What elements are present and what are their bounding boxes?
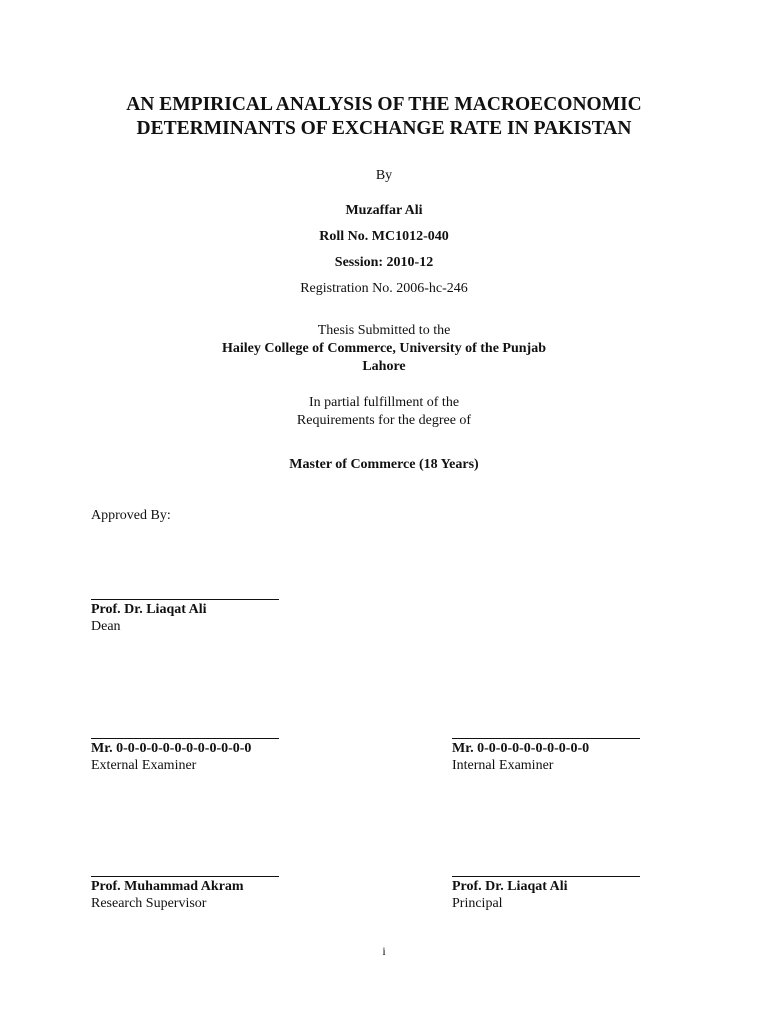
institution-city: Lahore	[362, 359, 406, 374]
signatory-name: Mr. 0-0-0-0-0-0-0-0-0-0	[452, 741, 590, 756]
degree-name: Master of Commerce (18 Years)	[289, 457, 479, 472]
signature-line	[91, 599, 279, 600]
approved-by-label: Approved By:	[91, 508, 171, 523]
signatory-role: Dean	[91, 619, 121, 634]
registration-number: Registration No. 2006-hc-246	[300, 281, 468, 296]
byline: By	[375, 168, 393, 183]
signature-line	[452, 738, 640, 739]
signature-line	[91, 876, 279, 877]
signatory-name: Prof. Muhammad Akram	[91, 879, 244, 894]
roll-number: Roll No. MC1012-040	[319, 229, 449, 244]
thesis-title-line-1: AN EMPIRICAL ANALYSIS OF THE MACROECONOMIC	[126, 94, 642, 115]
author-name: Muzaffar Ali	[345, 203, 423, 218]
thesis-title-line-2: DETERMINANTS OF EXCHANGE RATE IN PAKISTAN	[136, 118, 632, 139]
signatory-name: Mr. 0-0-0-0-0-0-0-0-0-0-0-0	[91, 741, 252, 756]
signatory-role: External Examiner	[91, 758, 197, 773]
signature-block-research-supervisor	[91, 876, 281, 912]
session: Session: 2010-12	[334, 255, 434, 270]
institution-name: Hailey College of Commerce, University of the Punjab	[221, 341, 546, 356]
signature-block-principal	[452, 876, 642, 912]
fulfillment-line-1: In partial fulfillment of the	[308, 395, 460, 410]
signatory-role: Principal	[452, 896, 503, 911]
signatory-name: Prof. Dr. Liaqat Ali	[452, 879, 568, 894]
signatory-role: Internal Examiner	[452, 758, 554, 773]
submission-statement: Thesis Submitted to the	[317, 323, 451, 338]
signature-line	[91, 738, 279, 739]
signature-line	[452, 876, 640, 877]
page-number: i	[382, 944, 386, 958]
signature-block-internal-examiner	[452, 738, 642, 774]
signatory-role: Research Supervisor	[91, 896, 207, 911]
signatory-name: Prof. Dr. Liaqat Ali	[91, 602, 207, 617]
fulfillment-line-2: Requirements for the degree of	[296, 413, 472, 428]
signature-block-external-examiner	[91, 738, 281, 774]
signature-block-dean	[91, 599, 281, 635]
